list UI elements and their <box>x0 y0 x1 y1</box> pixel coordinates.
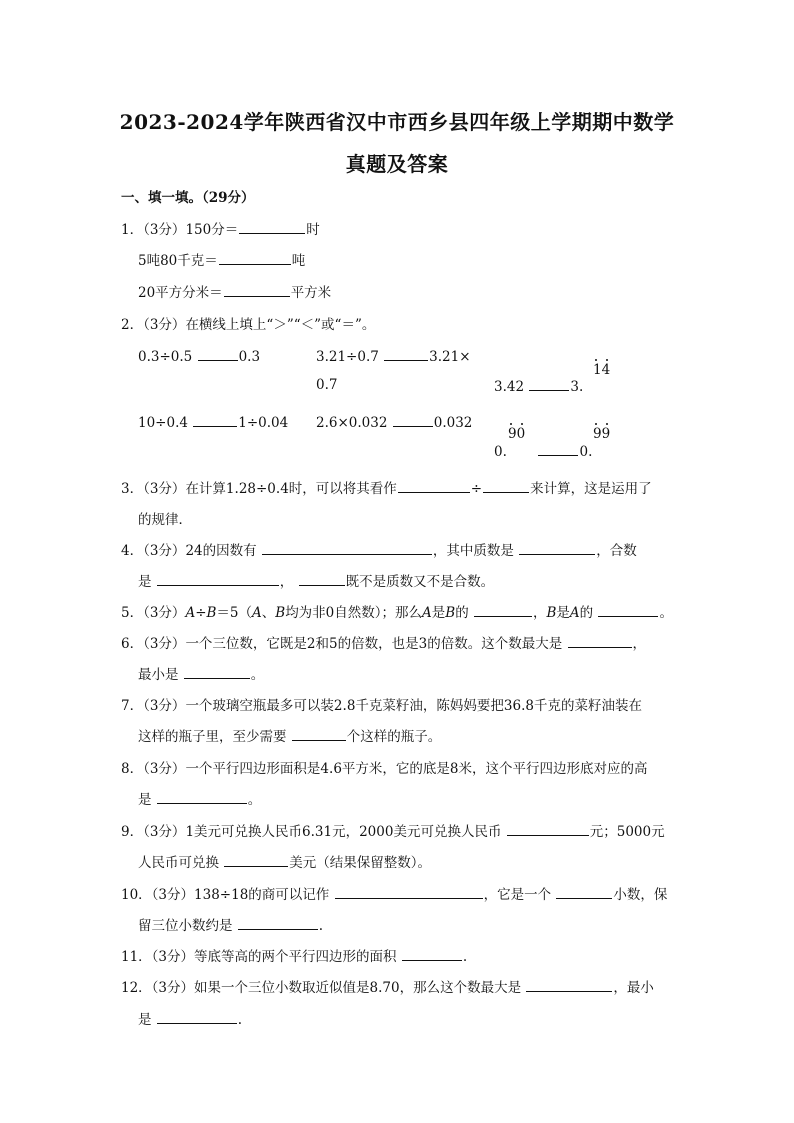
q5-text: 、 <box>261 605 276 621</box>
question-7-cont <box>138 725 441 745</box>
q7-text: 一个玻璃空瓶最多可以装2.8千克菜籽油，陈妈妈要把36.8千克的菜籽油装在 <box>185 698 642 714</box>
q12-text: 是 <box>138 1012 152 1028</box>
question-7 <box>121 694 642 714</box>
answer-blank[interactable] <box>556 884 612 899</box>
q2-text: 在横线上填上“＞”“＜”或“＝”。 <box>185 317 376 333</box>
answer-blank[interactable] <box>219 250 291 265</box>
question-number: 4．（3分） <box>121 543 186 559</box>
variable-a: A <box>185 605 196 621</box>
q6-text: ， <box>632 636 647 652</box>
answer-blank[interactable] <box>519 540 595 555</box>
answer-blank[interactable] <box>292 726 346 741</box>
question-11 <box>121 945 467 965</box>
q5-text: 是 <box>431 605 446 621</box>
answer-blank[interactable] <box>224 282 290 297</box>
section-heading: 一、填一填。（29分） <box>121 190 255 206</box>
answer-blank[interactable] <box>483 478 529 493</box>
question-number: 5．（3分） <box>121 605 186 621</box>
question-2 <box>121 313 375 333</box>
variable-b: B <box>445 605 456 621</box>
question-number: 2．（3分） <box>121 317 186 333</box>
q6-text: 最小是 <box>138 667 179 683</box>
answer-blank[interactable] <box>393 412 433 427</box>
q5-text: 的 <box>455 605 469 621</box>
q2-row2-col3 <box>494 441 592 460</box>
q5-text: 。 <box>659 605 673 621</box>
q3-divide-sign: ÷ <box>470 481 483 497</box>
q1-c-unit: 平方米 <box>290 285 332 301</box>
q8-text: 。 <box>247 792 262 808</box>
question-number: 1．（3分） <box>121 222 186 238</box>
q1-c-text: 20平方分米＝ <box>138 285 223 301</box>
variable-b: B <box>546 605 557 621</box>
answer-blank[interactable] <box>398 478 470 493</box>
question-9 <box>121 820 665 840</box>
repeating-decimal-digits: 14 <box>593 362 611 378</box>
question-4 <box>121 539 637 559</box>
q10-text: 留三位小数约是 <box>138 918 233 934</box>
answer-blank[interactable] <box>198 346 238 361</box>
answer-blank[interactable] <box>474 602 532 617</box>
answer-blank[interactable] <box>526 977 612 992</box>
repeating-decimal-digits: 90 <box>508 426 526 442</box>
answer-blank[interactable] <box>193 412 237 427</box>
answer-blank[interactable] <box>157 1009 237 1024</box>
q3-text: 在计算1.28÷0.4时，可以将其看作 <box>185 481 397 497</box>
q6-text: 一个三位数，它既是2和5的倍数，也是3的倍数。这个数最大是 <box>185 636 563 652</box>
answer-blank[interactable] <box>184 664 250 679</box>
answer-blank[interactable] <box>157 571 279 586</box>
answer-blank[interactable] <box>262 540 432 555</box>
expr-right: 1÷0.04 <box>238 415 289 431</box>
q8-text: 是 <box>138 792 152 808</box>
q5-divide-sign: ÷ <box>195 605 207 621</box>
q8-text: 一个平行四边形面积是4.6平方米，它的底是8米，这个平行四边形底对应的高 <box>185 761 648 777</box>
question-9-cont <box>138 851 431 871</box>
q2-row1-col3 <box>494 376 583 395</box>
question-number: 3．（3分） <box>121 481 186 497</box>
answer-blank[interactable] <box>299 571 345 586</box>
q2-row2-col2 <box>316 412 472 431</box>
expr-left: 3.42 <box>494 379 525 395</box>
question-number: 11．（3分） <box>121 949 195 965</box>
q10-text: 小数，保 <box>613 887 668 903</box>
expr-right: 0. <box>579 444 593 460</box>
q10-text: 138÷18的商可以记作 <box>194 887 330 903</box>
q11-text: 等底等高的两个平行四边形的面积 <box>194 949 397 965</box>
repeating-decimal-digits: 99 <box>593 426 611 442</box>
exam-title-line2: 真题及答案 <box>345 152 449 176</box>
question-number: 10．（3分） <box>121 887 195 903</box>
q10-text: . <box>318 918 324 934</box>
answer-blank[interactable] <box>538 441 578 456</box>
question-12-cont <box>138 1008 242 1028</box>
q10-text: ，它是一个 <box>483 887 552 903</box>
question-6 <box>121 632 646 652</box>
q12-text: . <box>237 1012 243 1028</box>
expr-left: 2.6×0.032 <box>316 415 388 431</box>
question-3-cont: 的规律． <box>138 512 192 528</box>
q2-row2-col1 <box>138 412 288 431</box>
expr-right: 3.21× <box>429 349 471 365</box>
variable-b: B <box>206 605 217 621</box>
question-number: 9．（3分） <box>121 824 186 840</box>
q1-a-unit: 时 <box>306 222 320 238</box>
expr-left: 0. <box>494 444 507 460</box>
answer-blank[interactable] <box>335 884 483 899</box>
question-12 <box>121 976 654 996</box>
question-8-cont <box>138 788 261 808</box>
question-10 <box>121 883 667 903</box>
answer-blank[interactable] <box>529 376 569 391</box>
answer-blank[interactable] <box>402 946 462 961</box>
expr-left: 3.21÷0.7 <box>316 349 379 365</box>
question-1b <box>138 249 305 269</box>
answer-blank[interactable] <box>507 821 589 836</box>
variable-b: B <box>275 605 286 621</box>
expr-right: 0.3 <box>238 349 261 365</box>
answer-blank[interactable] <box>238 915 318 930</box>
q5-text: 是 <box>556 605 570 621</box>
q12-text: 如果一个三位小数取近似值是8.70，那么这个数最大是 <box>194 980 522 996</box>
q4-text: 24的因数有 <box>185 543 257 559</box>
q9-text: 美元（结果保留整数）。 <box>289 855 432 871</box>
answer-blank[interactable] <box>568 633 632 648</box>
q4-text: ，合数 <box>596 543 637 559</box>
q9-text: 元；5000元 <box>589 824 665 840</box>
q6-text: 。 <box>250 667 265 683</box>
q12-text: ，最小 <box>613 980 654 996</box>
variable-a: A <box>422 605 432 621</box>
answer-blank[interactable] <box>239 219 305 234</box>
question-3 <box>121 477 652 497</box>
q1-a-text: 150分＝ <box>185 222 239 238</box>
question-number: 12．（3分） <box>121 980 195 996</box>
q5-text: ， <box>533 605 547 621</box>
q7-text: 个这样的瓶子。 <box>346 729 442 745</box>
question-number: 6．（3分） <box>121 636 186 652</box>
expr-right: 3. <box>570 379 584 395</box>
answer-blank[interactable] <box>384 346 428 361</box>
question-1 <box>121 218 320 238</box>
q11-text: . <box>462 949 468 965</box>
answer-blank[interactable] <box>598 602 658 617</box>
answer-blank[interactable] <box>224 852 288 867</box>
q4-text: 既不是质数又不是合数。 <box>345 574 495 590</box>
q9-text: 1美元可兑换人民币6.31元，2000美元可兑换人民币 <box>185 824 502 840</box>
q9-text: 人民币可兑换 <box>138 855 219 871</box>
question-5 <box>121 601 673 621</box>
q4-text: ，其中质数是 <box>432 543 514 559</box>
q2-row1-col2 <box>316 346 471 365</box>
q4-text: 是 <box>138 574 152 590</box>
q2-row1-col2-cont: 0.7 <box>316 377 338 393</box>
question-10-cont <box>138 914 323 934</box>
q5-text: 均为非0自然数）；那么 <box>285 605 423 621</box>
question-number: 7．（3分） <box>121 698 186 714</box>
question-8 <box>121 757 648 777</box>
q4-text: ， <box>279 574 294 590</box>
q1-b-text: 5吨80千克＝ <box>138 253 218 269</box>
question-1c <box>138 281 331 301</box>
q7-text: 这样的瓶子里，至少需要 <box>138 729 287 745</box>
expr-right: 0.032 <box>433 415 473 431</box>
q2-row1-col1 <box>138 346 260 365</box>
q3-text: 来计算，这是运用了 <box>530 481 652 497</box>
question-6-cont <box>138 663 264 683</box>
q1-b-unit: 吨 <box>291 253 306 269</box>
q5-text: 的 <box>579 605 594 621</box>
expr-left: 0.3÷0.5 <box>138 349 193 365</box>
question-number: 8．（3分） <box>121 761 186 777</box>
variable-a: A <box>252 605 262 621</box>
answer-blank[interactable] <box>157 789 247 804</box>
expr-left: 10÷0.4 <box>138 415 188 431</box>
variable-a: A <box>569 605 580 621</box>
q5-text: ＝5（ <box>216 605 253 621</box>
question-4-cont <box>138 570 494 590</box>
exam-title-line1: 2023-2024学年陕西省汉中市西乡县四年级上学期期中数学 <box>119 110 675 134</box>
